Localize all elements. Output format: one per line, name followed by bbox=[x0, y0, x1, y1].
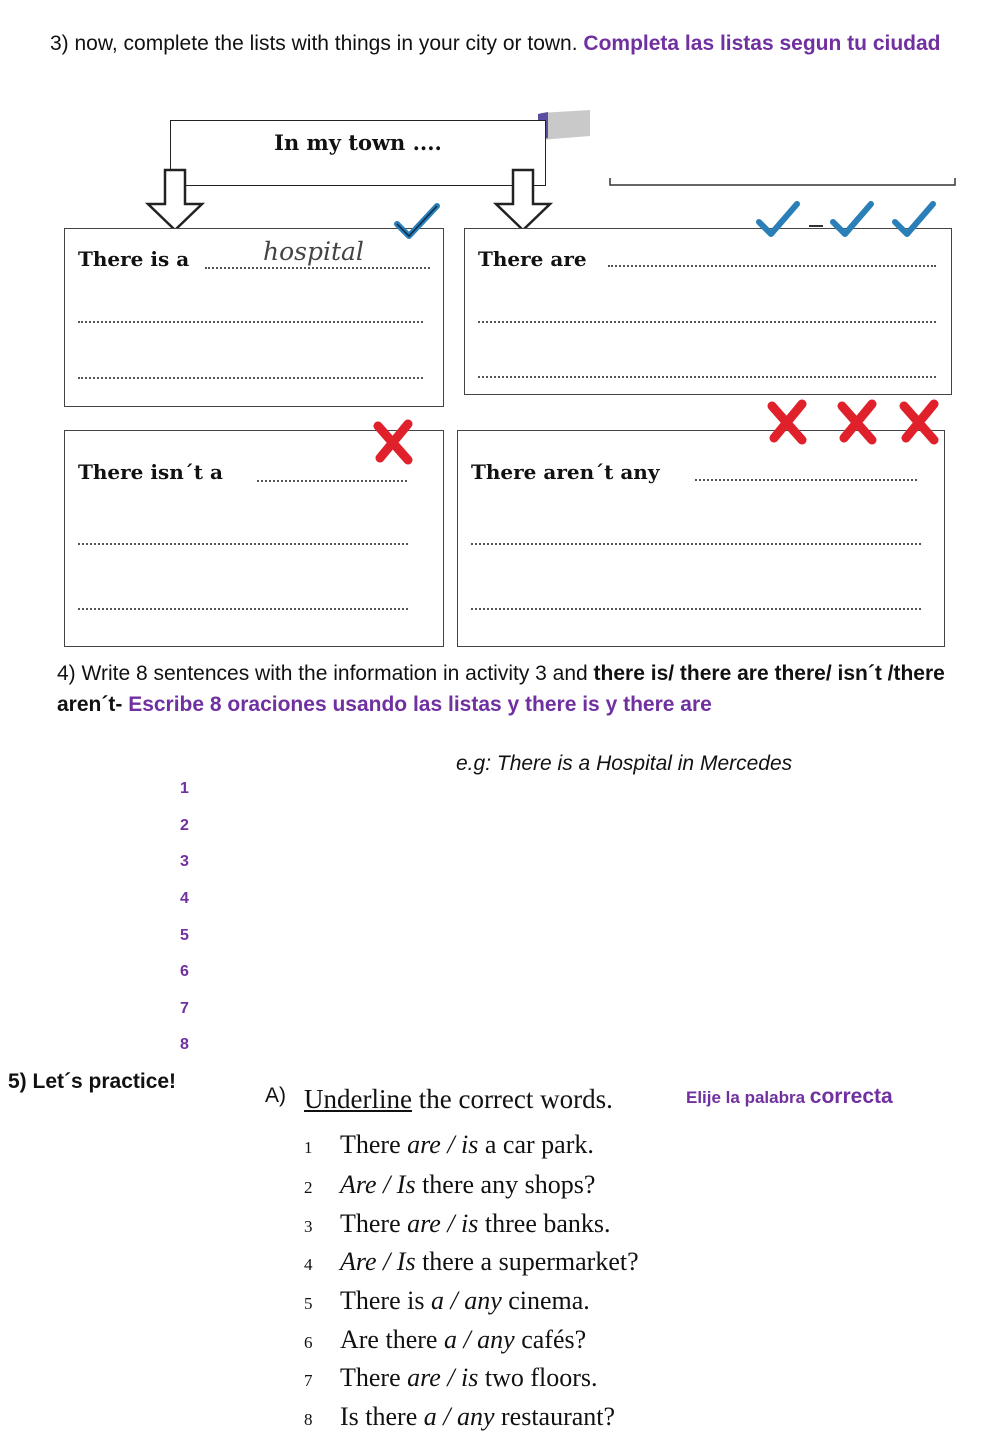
down-arrow-icon bbox=[140, 168, 210, 234]
there-is-label: There is a bbox=[78, 247, 190, 271]
there-arent-line-3[interactable] bbox=[471, 608, 921, 610]
cross-icon bbox=[760, 398, 950, 446]
choice-option[interactable]: Are / Is bbox=[340, 1247, 416, 1276]
check-icon bbox=[385, 200, 445, 244]
exercise-item: 8 Is there a / any restaurant? bbox=[304, 1402, 616, 1431]
check-icon bbox=[745, 198, 955, 244]
there-isnt-line-1[interactable] bbox=[257, 480, 407, 482]
there-is-line-2[interactable] bbox=[78, 321, 423, 323]
there-arent-line-2[interactable] bbox=[471, 543, 921, 545]
there-arent-line-1[interactable] bbox=[695, 479, 917, 481]
activity3-instruction: 3) now, complete the lists with things in your city or town. Completa las listas segun tu ciudad bbox=[50, 32, 941, 55]
down-arrow-icon bbox=[488, 168, 558, 234]
activity4-example: e.g: There is a Hospital in Mercedes bbox=[456, 752, 793, 775]
handwritten-answer: hospital bbox=[263, 237, 364, 266]
activity5-instruction: Underline the correct words. bbox=[304, 1084, 613, 1114]
exercise-item: 6 Are there a / any cafés? bbox=[304, 1325, 587, 1354]
there-are-label: There are bbox=[478, 247, 587, 271]
sentence-number: 5 bbox=[180, 927, 189, 944]
exercise-item: 2 Are / Is there any shops? bbox=[304, 1170, 596, 1199]
activity4-translation: Escribe 8 oraciones usando las listas y there is y there are bbox=[128, 693, 712, 716]
choice-option[interactable]: are / is bbox=[407, 1363, 479, 1392]
activity5-part: A) bbox=[265, 1084, 286, 1107]
cross-icon bbox=[368, 418, 418, 466]
sentence-number: 8 bbox=[180, 1036, 189, 1053]
activity5-title: 5) Let´s practice! bbox=[8, 1070, 177, 1093]
choice-option[interactable]: a / any bbox=[423, 1402, 495, 1431]
sentence-number: 2 bbox=[180, 817, 189, 834]
exercise-item: 7 There are / is two floors. bbox=[304, 1363, 598, 1392]
there-is-list-box bbox=[64, 228, 444, 407]
exercise-item: 5 There is a / any cinema. bbox=[304, 1286, 590, 1315]
exercise-item: 3 There are / is three banks. bbox=[304, 1209, 611, 1238]
underline-word: Underline bbox=[304, 1084, 412, 1114]
choice-option[interactable]: a / any bbox=[430, 1286, 502, 1315]
sentence-number: 3 bbox=[180, 853, 189, 870]
there-arent-list-box bbox=[457, 430, 945, 647]
sentence-number: 1 bbox=[180, 780, 189, 797]
there-is-line-3[interactable] bbox=[78, 377, 423, 379]
exercise-item: 4 Are / Is there a supermarket? bbox=[304, 1247, 639, 1276]
choice-option[interactable]: are / is bbox=[407, 1130, 479, 1159]
there-are-line-2[interactable] bbox=[478, 321, 936, 323]
there-isnt-line-3[interactable] bbox=[78, 608, 408, 610]
sentence-number: 7 bbox=[180, 1000, 189, 1017]
sentence-number: 6 bbox=[180, 963, 189, 980]
there-are-line-3[interactable] bbox=[478, 376, 936, 378]
there-isnt-label: There isn´t a bbox=[78, 460, 223, 484]
town-title: In my town .... bbox=[274, 130, 442, 155]
choice-option[interactable]: a / any bbox=[443, 1325, 515, 1354]
exercise-item: 1 There are / is a car park. bbox=[304, 1130, 594, 1159]
there-are-list-box bbox=[464, 228, 952, 395]
activity3-translation: Completa las listas segun tu ciudad bbox=[583, 32, 941, 55]
there-are-line-1[interactable] bbox=[608, 265, 936, 267]
there-isnt-line-2[interactable] bbox=[78, 543, 408, 545]
decorative-banner-shape bbox=[530, 108, 960, 193]
activity4-instruction: 4) Write 8 sentences with the information in activity 3 and there is/ there are there/ isn´t /there aren´t- Escribe 8 oraciones usando las listas y there is y there are bbox=[57, 662, 945, 716]
choice-option[interactable]: Are / Is bbox=[340, 1170, 416, 1199]
there-is-line-1[interactable] bbox=[205, 267, 430, 269]
choice-option[interactable]: are / is bbox=[407, 1209, 479, 1238]
sentence-number: 4 bbox=[180, 890, 189, 907]
activity5-translation: Elije la palabra correcta bbox=[686, 1085, 893, 1108]
activity4-bold: there is/ there are there/ isn´t /there aren´t- bbox=[57, 662, 945, 716]
there-arent-label: There aren´t any bbox=[471, 460, 660, 484]
